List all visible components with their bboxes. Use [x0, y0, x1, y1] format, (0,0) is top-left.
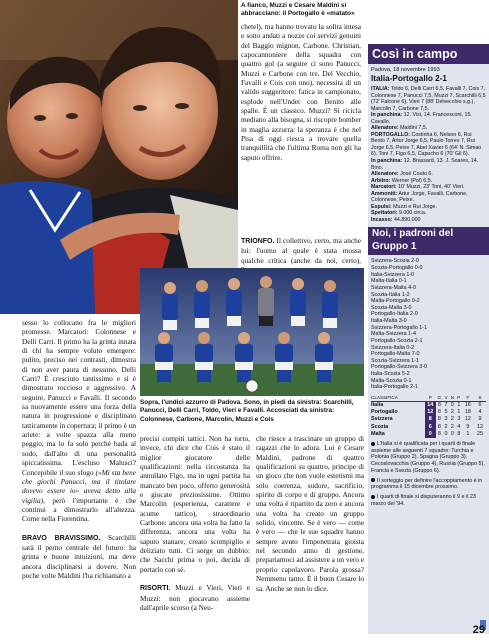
- lineup-value: Muzzi e Rui Jorge.: [391, 203, 437, 210]
- team-stat: 0: [450, 430, 454, 437]
- lineup-label: ITALIA:: [371, 86, 390, 92]
- standings-header: V: [444, 394, 448, 400]
- result-item: Scozia-Italia 1-2: [371, 291, 410, 298]
- note-item: [371, 494, 486, 507]
- lineup-label: In panchina:: [371, 112, 403, 119]
- article-risorti-paragraph: [140, 583, 250, 612]
- lineup-label: In panchina:: [371, 158, 403, 165]
- result-item: Scozia-Malta 3-0: [371, 304, 412, 311]
- team-photo-caption: Sopra, l'undici azzurro di Padova. Sono, in piedi da sinistra: Scarchilli, Panucci, Delli Carri, Toldo, Vieri e Favalli. Accosciati da sinistra: Colonnese, Carbone, Marcolin, Muzzi e Cois: [140, 399, 354, 423]
- lineup-value: Toldo 6, Delli Carri 6,5, Favalli 7, Cois 7, Colonnese 7, Panucci 7,5, Muzzi 7, Scarchilli 6,5 (72' Falcone 6), Vieri 7 (88' Delvecchio s.g.), Marcolin 7, Carbone 7,5.: [371, 86, 486, 112]
- standings-header: S: [474, 395, 486, 402]
- lineup-value: 10' Muzzi, 23' Toni, 40' Vieri.: [396, 184, 465, 191]
- results-list: [368, 255, 489, 391]
- lineup-label: Marcatori:: [371, 184, 397, 191]
- standings-header: CLASSIFICA: [371, 395, 425, 402]
- result-item: Malta-Svizzera 1-4: [371, 331, 416, 338]
- team-stat: 1: [457, 409, 461, 416]
- muzzi-maldini-photo: [0, 0, 238, 314]
- result-item: Portogallo-Svizzera 3-0: [371, 364, 428, 371]
- match-sidebar: [368, 44, 489, 634]
- bullet-icon: [371, 478, 375, 482]
- team-name: Portogallo: [371, 409, 398, 416]
- lineup-value: Costinha 6, Nelson 6, Rui Bento 7, Artur Jorge 6,5, Paulo Torres 7, Rui Jorge 6,5, Peixe 7, Abel Xavier 6 (64' N. Simao 6), Toni 7, Figo 6,5, Capucho 6 (70' Gil 6).: [371, 131, 482, 158]
- note-item: [371, 441, 486, 475]
- bullet-icon: [371, 495, 375, 499]
- team-stat: 6: [478, 401, 482, 408]
- team-stat: 8: [437, 423, 441, 430]
- team-stat: 9: [466, 423, 470, 430]
- team-points: 6: [425, 424, 436, 431]
- match-info: Padova, 18 novembre 1993: [371, 67, 440, 73]
- lineup-value: 9.000 circa.: [397, 210, 427, 217]
- team-name: Scozia: [371, 423, 389, 430]
- note-text: L'Italia si è qualificata per i quarti di finale assieme alle seguenti 7 squadre: Turchia e Polonia (Gruppo 2), Spagna (Gruppo 3), Cecoslovacchia (Gruppo 4), Russia (Gruppo 5), Francia e Svezia (Gruppo 6).: [371, 441, 485, 474]
- col-a-main: sesso lo collocano fra le migliori promesse. Marcatori: Colonnese e Delli Carri. Il primo ha la grinta innata di chi ha sempre voluto emergere: pulito, preciso nei contrasti, dimostra di non aver paura di nessuno. Delli Carri? È cresciuto tantissimo e si è dimostrato roccioso e aggressivo. A seguire, Panucci e Favalli. Il secondo sa nuovamente essere una forza della natura in progressione e disciplinato tatticamente in copertura; il primo è un ariete: a volte spazza alla meno peggio, ma lo fa solo perché bada al sodo, dall'alto di una personalità spiccatissima. L'escluso Malusci? Concepibile il suo sfogo: [22, 318, 136, 477]
- article-bravo-paragraph: [22, 533, 136, 581]
- lineup-value: Artur Jorge, Favalli, Carbone, Colonnese, Peixe.: [371, 190, 468, 204]
- team-stat: 12: [464, 416, 471, 423]
- lineup-label: PORTOGALLO:: [371, 131, 411, 138]
- lineup-value: Maldini 7,5.: [398, 125, 428, 132]
- team-stat: 9: [478, 416, 482, 423]
- trionfo-lead: TRIONFO.: [241, 238, 275, 245]
- result-item: Svizzera-Scozia 2-0: [371, 258, 419, 265]
- article-column-b: [241, 22, 361, 162]
- article-column-c: [140, 434, 250, 612]
- lineup-label: Arbitro:: [371, 177, 391, 184]
- article-column-d-text: che riesce a trascinare un gruppo di ragazzi che lo adora. Lui è Cesare Maldini, padrone di quattro qualificazioni su quattro, principe di un gioco che non vuole estetismi ma solo coerenza, sudore, sacrificio, spirito di corpo e di gruppo. Ancora una volta è ripartito da zero e ancora una volta ha creato un gruppo solido, vincente. Se è vero — come è vero — che le sue squadre hanno sempre avuto l'impenetrata gioista nel secondo anno di gestione, prepariamoci ad assistere a un vero e proprio capolavoro. Parola grossa? Nemmeno tanto. È il buon Cesare lo sa. Anche se non lo dice.: [256, 434, 364, 593]
- risorti-text: Muzzi e Vieri, Vieri e Muzzi: non giocavano assieme dall'aprile scorso (a Neu-: [140, 583, 250, 612]
- team-stat: 3: [457, 416, 461, 423]
- lineup-text: [368, 84, 489, 223]
- risorti-lead: RISORTI.: [140, 585, 171, 593]
- result-item: Italia-Malta 3-0: [371, 318, 407, 325]
- lineup-value: 12. Brassard, 13. J. Soares, 14. Bino.: [371, 158, 479, 171]
- lineup-entry: [371, 210, 426, 216]
- team-stat: 2: [444, 423, 448, 430]
- lineup-label: Espulsi:: [371, 203, 392, 210]
- lineup-entry: [371, 125, 427, 131]
- team-stat: 8: [437, 416, 441, 423]
- team-stat: 8: [437, 409, 441, 416]
- result-item: Malta-Italia 0-1: [371, 278, 407, 285]
- result-item: Malta-Scozia 0-1: [371, 377, 412, 384]
- match-title: Italia-Portogallo 2-1: [371, 74, 447, 83]
- standings-header: G: [437, 394, 442, 400]
- note-item: [371, 478, 486, 491]
- team-stat: 1: [457, 401, 461, 408]
- group-title: Noi, i padroni del Gruppo 1: [368, 227, 489, 255]
- result-item: Svizzera-Italia 0-2: [371, 344, 415, 351]
- team-stat: 25: [476, 430, 483, 437]
- team-points: 14: [425, 401, 436, 409]
- article-column-c-text: precisi compiti tattici. Non ha torto, invece, chi dice che Cois è stato il miglior giocatore delle qualificazioni: nella circostanza ha annullato Figo, ma in ogni partita ha mancato ben poco, offerto generosità e giocate preziosissime. Ottimo Marcolin (esperienza, carattere e acume tattico), straordinario Carbone: ancora una volta ha fatto la differenza, ancora una volta ha saputo stanare, creato scompiglio e deliziato tutti. Ci sorge un dubbio: che Sacchi prima o poi, decida di portarlo con sé.: [140, 434, 250, 574]
- standings-header: N: [450, 394, 455, 400]
- team-stat: 4: [457, 423, 461, 430]
- result-item: Svizzera-Portogallo 1-1: [371, 324, 428, 331]
- page-number: 29: [472, 624, 485, 636]
- result-item: Italia-Portogallo 2-1: [371, 384, 418, 391]
- team-stat: 8: [437, 430, 441, 437]
- lineup-label: Ammoniti:: [371, 190, 398, 197]
- team-stat: 0: [444, 430, 448, 437]
- standings-header: P: [425, 395, 436, 402]
- team-stat: 18: [464, 409, 471, 416]
- lineup-label: Incasso:: [371, 216, 393, 223]
- top-photo-caption: A fianco, Muzzi e Cesare Maldini si abbracciano: il Portogallo è «matato»: [241, 2, 355, 18]
- standings-row: [371, 424, 486, 431]
- result-item: Malta-Portogallo 0-2: [371, 298, 420, 305]
- lineup-entry: [371, 171, 433, 177]
- lineup-entry: [371, 86, 486, 112]
- lineup-value: 12. Visi, 14. Francesconi, 15. Cavallo.: [371, 112, 472, 125]
- team-points: 8: [425, 416, 436, 423]
- lineup-entry: [371, 158, 478, 171]
- result-item: Italia-Scozia 5-2: [371, 371, 410, 378]
- lineup-entry: [371, 178, 432, 184]
- team-stat: 0: [450, 401, 454, 408]
- team-points: 0: [425, 431, 436, 438]
- team-stat: 7: [444, 401, 448, 408]
- result-item: Portogallo-Italia 2-0: [371, 311, 418, 318]
- sidebar-title: Così in campo: [368, 44, 489, 64]
- ball-icon: [246, 380, 258, 392]
- standings-row: [371, 409, 486, 416]
- lineup-entry: [371, 132, 481, 158]
- lineup-label: Spettatori:: [371, 210, 398, 217]
- italy-team-illustration: [140, 268, 364, 396]
- team-stat: 4: [478, 409, 482, 416]
- team-name: Malta: [371, 430, 385, 437]
- article-column-a: [22, 318, 136, 580]
- team-stat: 2: [450, 409, 454, 416]
- team-stat: 12: [476, 423, 483, 430]
- result-item: Scozia-Portogallo 0-0: [371, 265, 423, 272]
- lineup-value: Werner (Pol) 6,5.: [390, 177, 433, 184]
- standings-row: [371, 416, 486, 423]
- lineup-label: Allenatore:: [371, 125, 399, 132]
- trionfo-text: Il collettivo, certo, ma anche lui: l'uomo al quale è stata mossa qualche critica (anche da noi, certo),: [241, 236, 361, 265]
- bravo-text: Scarchilli sarà il perno centrale del futuro: ha grinta e buone intuizioni, ma deve ancora disciplinarsi a dovere. Non poche volte Maldini l'ha richiamato a: [22, 532, 137, 580]
- team-stat: 16: [464, 401, 471, 408]
- result-item: Portogallo-Malta 7-0: [371, 351, 420, 358]
- lineup-entry: [371, 217, 420, 223]
- muzzi-maldini-illustration: [0, 0, 238, 314]
- lineup-entry: [371, 204, 437, 210]
- standings-header: P: [457, 394, 461, 400]
- note-text: I quarti di finale si disputeranno il 9 e il 23 marzo del '94.: [371, 493, 476, 507]
- team-stat: 8: [437, 401, 441, 408]
- malusci-quote: («Mi sta bene che giochi Panucci, ma il titolare dovevo essere io» aveva detto alla vigilia): [22, 467, 137, 505]
- bravo-lead: BRAVO BRAVISSIMO.: [22, 534, 101, 542]
- result-item: Portogallo-Scozia 2-1: [371, 337, 423, 344]
- team-stat: 2: [450, 423, 454, 430]
- article-column-b-text: chetel), ma hanno trovato la solita intesa e sono andati a nozze coi servizi genuini del Baggio mignon, Carbone. Christian, capocannoniere della squadra con quattro gol (a seguire ci sono Panucci, Muzzi e Carbone con tre, Del Vecchio, Favalli e Cois con uno), necessita di un valido suggeritore: fatica in campionato, esplode nell'Under con Benito alle spalle. È un classico. Muzzi? Si ricicla mediano alla bisogna, si riscopre bomber in maglia azzurra: la speranza è che nel Pisa di oggi riesca a trovare quella tranquillità che l'ultima Roma non gli ha saputo offrire.: [241, 22, 361, 162]
- article-column-a-text: [22, 318, 136, 524]
- lineup-value: José Couto 6.: [398, 171, 433, 178]
- italy-team-photo: [140, 268, 364, 396]
- standings-header: F: [462, 395, 474, 402]
- standings-table: [371, 395, 486, 438]
- team-stat: 3: [444, 416, 448, 423]
- lineup-value: 44.890.000: [392, 216, 421, 223]
- team-stat: 5: [444, 409, 448, 416]
- bullet-icon: [371, 442, 375, 446]
- team-points: 12: [425, 409, 436, 416]
- team-name: Italia: [371, 401, 384, 408]
- lineup-entry: [371, 191, 468, 204]
- lineup-label: Allenatore:: [371, 171, 399, 178]
- result-item: Svizzera-Malta 4-0: [371, 284, 416, 291]
- qualification-notes: [368, 438, 489, 507]
- standings-row: [371, 401, 486, 409]
- col-a-tail: , però l'importante è che continui a dimostrarlo all'altezza. Come nella Fiorentina.: [22, 495, 136, 524]
- standings-row: [371, 431, 486, 438]
- result-item: Scozia-Svizzera 1-1: [371, 357, 419, 364]
- team-stat: 1: [466, 430, 470, 437]
- team-stat: 2: [450, 416, 454, 423]
- lineup-entry: [371, 184, 465, 190]
- result-item: Italia-Svizzera 1-0: [371, 271, 415, 278]
- note-text: Il sorteggio per definire l'accoppiamento è in programma il 15 dicembre prossimo.: [371, 477, 483, 491]
- article-column-d: [256, 434, 364, 593]
- team-name: Svizzera: [371, 416, 393, 423]
- team-stat: 8: [457, 430, 461, 437]
- lineup-entry: [371, 112, 472, 125]
